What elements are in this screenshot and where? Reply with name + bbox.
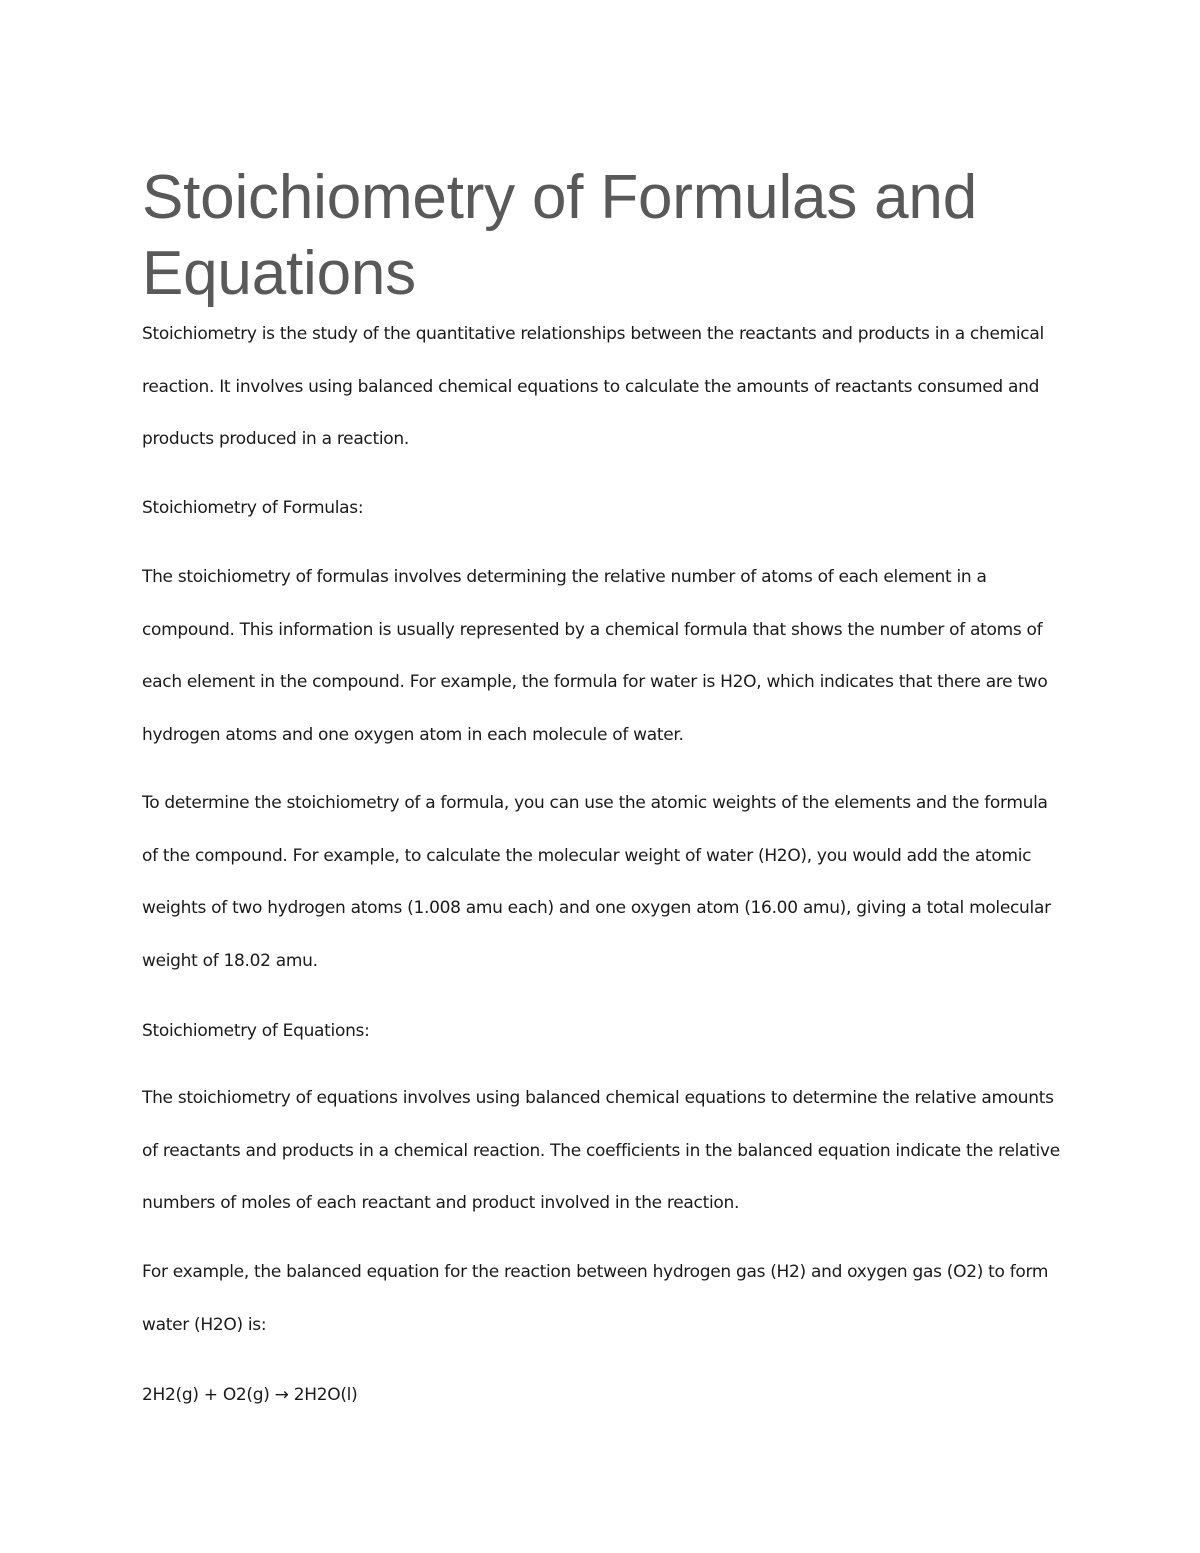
chemical-equation: 2H2(g) + O2(g) → 2H2O(l) — [142, 1385, 358, 1405]
equations-heading: Stoichiometry of Equations: — [142, 1021, 370, 1041]
intro-paragraph: Stoichiometry is the study of the quantitative relationships between the reactants and products in a chemical reaction. It involves using balanced chemical equations to calculate the amounts of reactants consumed and products produced in a reaction. — [142, 324, 1044, 449]
equations-paragraph: The stoichiometry of equations involves using balanced chemical equations to determine the relative amounts of reactants and products in a chemical reaction. The coefficients in the balanced equation indicate the relative numbers of moles of each reactant and product involved in the reaction. — [142, 1088, 1060, 1213]
formulas-paragraph: The stoichiometry of formulas involves determining the relative number of atoms of each element in a compound. This information is usually represented by a chemical formula that shows the number of atoms of each element in the compound. For example, the formula for water is H2O, which indicates that there are two hydrogen atoms and one oxygen atom in each molecule of water. — [142, 567, 1048, 745]
example-paragraph: For example, the balanced equation for the reaction between hydrogen gas (H2) and oxygen gas (O2) to form water (H2O) is: — [142, 1262, 1049, 1335]
formulas-heading: Stoichiometry of Formulas: — [142, 498, 364, 518]
molecular-weight-paragraph: To determine the stoichiometry of a formula, you can use the atomic weights of the elements and the formula of the compound. For example, to calculate the molecular weight of water (H2O), you would add the atomic weights of two hydrogen atoms (1.008 amu each) and one oxygen atom (16.00 amu), giving a total molecular weight of 18.02 amu. — [142, 793, 1051, 971]
document-title: Stoichiometry of Formulas and Equations — [142, 163, 977, 308]
